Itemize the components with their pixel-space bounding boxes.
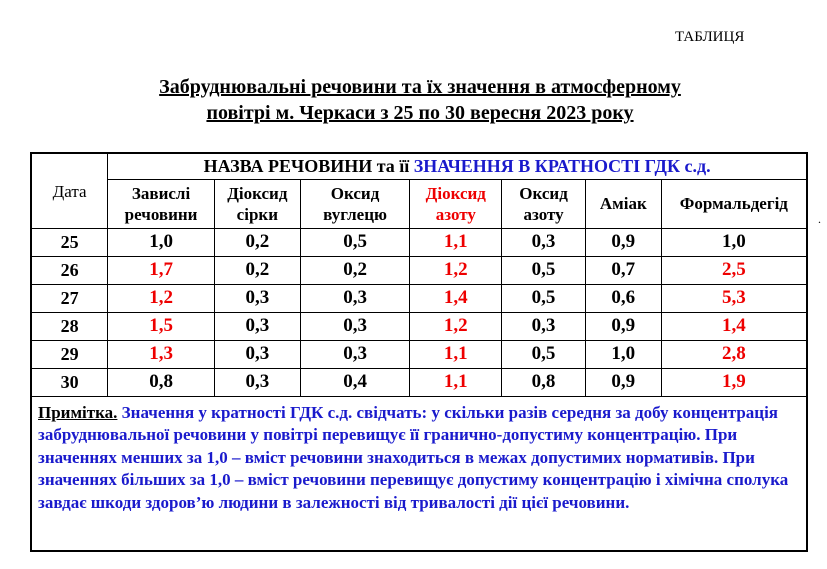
column-header: Оксид вуглецю xyxy=(300,179,410,228)
value-cell: 1,2 xyxy=(108,284,215,312)
value-cell: 1,4 xyxy=(410,284,502,312)
value-cell: 0,5 xyxy=(502,284,586,312)
group-header-black: НАЗВА РЕЧОВИНИ та її xyxy=(203,155,414,176)
date-cell: 28 xyxy=(31,312,108,340)
table-row xyxy=(31,284,807,312)
value-cell: 1,3 xyxy=(108,340,215,368)
value-cell: 0,2 xyxy=(214,228,300,256)
column-header: Завислі речовини xyxy=(108,179,215,228)
value-cell: 0,8 xyxy=(108,368,215,396)
value-cell: 1,1 xyxy=(410,368,502,396)
value-cell: 0,3 xyxy=(502,312,586,340)
value-cell: 0,3 xyxy=(214,284,300,312)
value-cell: 0,5 xyxy=(502,256,586,284)
note-text: Значення у кратності ГДК с.д. свідчать: у скільки разів середня за добу концентрація забруднювальної речовини у повітрі перевищує її гранично-допустиму концентрацію. При значеннях менших за 1,0 – вміст речовини знаходиться в межах допустимих нормативів. При значеннях більших за 1,0 – вміст речовини перевищує допустиму концентрацію і хімічна сполука завдає шкоди здоров’ю людини в залежності від тривалості дії цієї речовини. xyxy=(38,402,789,512)
title-line-2: повітрі м. Черкаси з 25 по 30 вересня 2023 року xyxy=(206,102,634,124)
column-header: Діоксид азоту xyxy=(410,179,502,228)
value-cell: 0,6 xyxy=(585,284,661,312)
value-cell: 2,8 xyxy=(661,340,807,368)
document-title xyxy=(0,74,827,126)
value-cell: 0,3 xyxy=(300,340,410,368)
pollutants-table xyxy=(30,152,808,552)
table-row xyxy=(31,256,807,284)
header-row-columns xyxy=(31,179,807,228)
table-row xyxy=(31,312,807,340)
column-header: Аміак xyxy=(585,179,661,228)
value-cell: 0,2 xyxy=(214,256,300,284)
header-row-group xyxy=(31,153,807,179)
value-cell: 1,4 xyxy=(661,312,807,340)
column-header: Оксид азоту xyxy=(502,179,586,228)
date-header: Дата xyxy=(31,153,108,228)
value-cell: 1,5 xyxy=(108,312,215,340)
value-cell: 0,2 xyxy=(300,256,410,284)
value-cell: 0,9 xyxy=(585,228,661,256)
date-cell: 25 xyxy=(31,228,108,256)
value-cell: 1,9 xyxy=(661,368,807,396)
value-cell: 0,3 xyxy=(214,312,300,340)
value-cell: 0,4 xyxy=(300,368,410,396)
column-header: Формальдегід xyxy=(661,179,807,228)
value-cell: 0,7 xyxy=(585,256,661,284)
value-cell: 1,0 xyxy=(585,340,661,368)
value-cell: 1,2 xyxy=(410,312,502,340)
value-cell: 0,3 xyxy=(214,340,300,368)
value-cell: 0,3 xyxy=(300,284,410,312)
table-row xyxy=(31,340,807,368)
value-cell: 0,5 xyxy=(502,340,586,368)
value-cell: 1,2 xyxy=(410,256,502,284)
value-cell: 1,0 xyxy=(661,228,807,256)
value-cell: 5,3 xyxy=(661,284,807,312)
value-cell: 2,5 xyxy=(661,256,807,284)
value-cell: 1,0 xyxy=(108,228,215,256)
value-cell: 0,9 xyxy=(585,368,661,396)
date-cell: 29 xyxy=(31,340,108,368)
date-cell: 30 xyxy=(31,368,108,396)
value-cell: 0,3 xyxy=(502,228,586,256)
edge-mark: . xyxy=(818,212,821,226)
document-label: ТАБЛИЦЯ xyxy=(675,29,745,45)
value-cell: 0,3 xyxy=(300,312,410,340)
column-header: Діоксид сірки xyxy=(214,179,300,228)
group-header-blue: ЗНАЧЕННЯ В КРАТНОСТІ ГДК с.д. xyxy=(413,155,711,176)
group-header xyxy=(108,153,807,179)
title-line-1: Забруднювальні речовини та їх значення в атмосферному xyxy=(159,76,681,98)
value-cell: 0,9 xyxy=(585,312,661,340)
value-cell: 0,8 xyxy=(502,368,586,396)
note-label: Примітка. xyxy=(38,402,118,422)
table-row xyxy=(31,228,807,256)
date-cell: 26 xyxy=(31,256,108,284)
date-cell: 27 xyxy=(31,284,108,312)
value-cell: 1,1 xyxy=(410,340,502,368)
value-cell: 1,7 xyxy=(108,256,215,284)
note xyxy=(31,396,807,551)
value-cell: 0,5 xyxy=(300,228,410,256)
table-row xyxy=(31,368,807,396)
value-cell: 0,3 xyxy=(214,368,300,396)
value-cell: 1,1 xyxy=(410,228,502,256)
